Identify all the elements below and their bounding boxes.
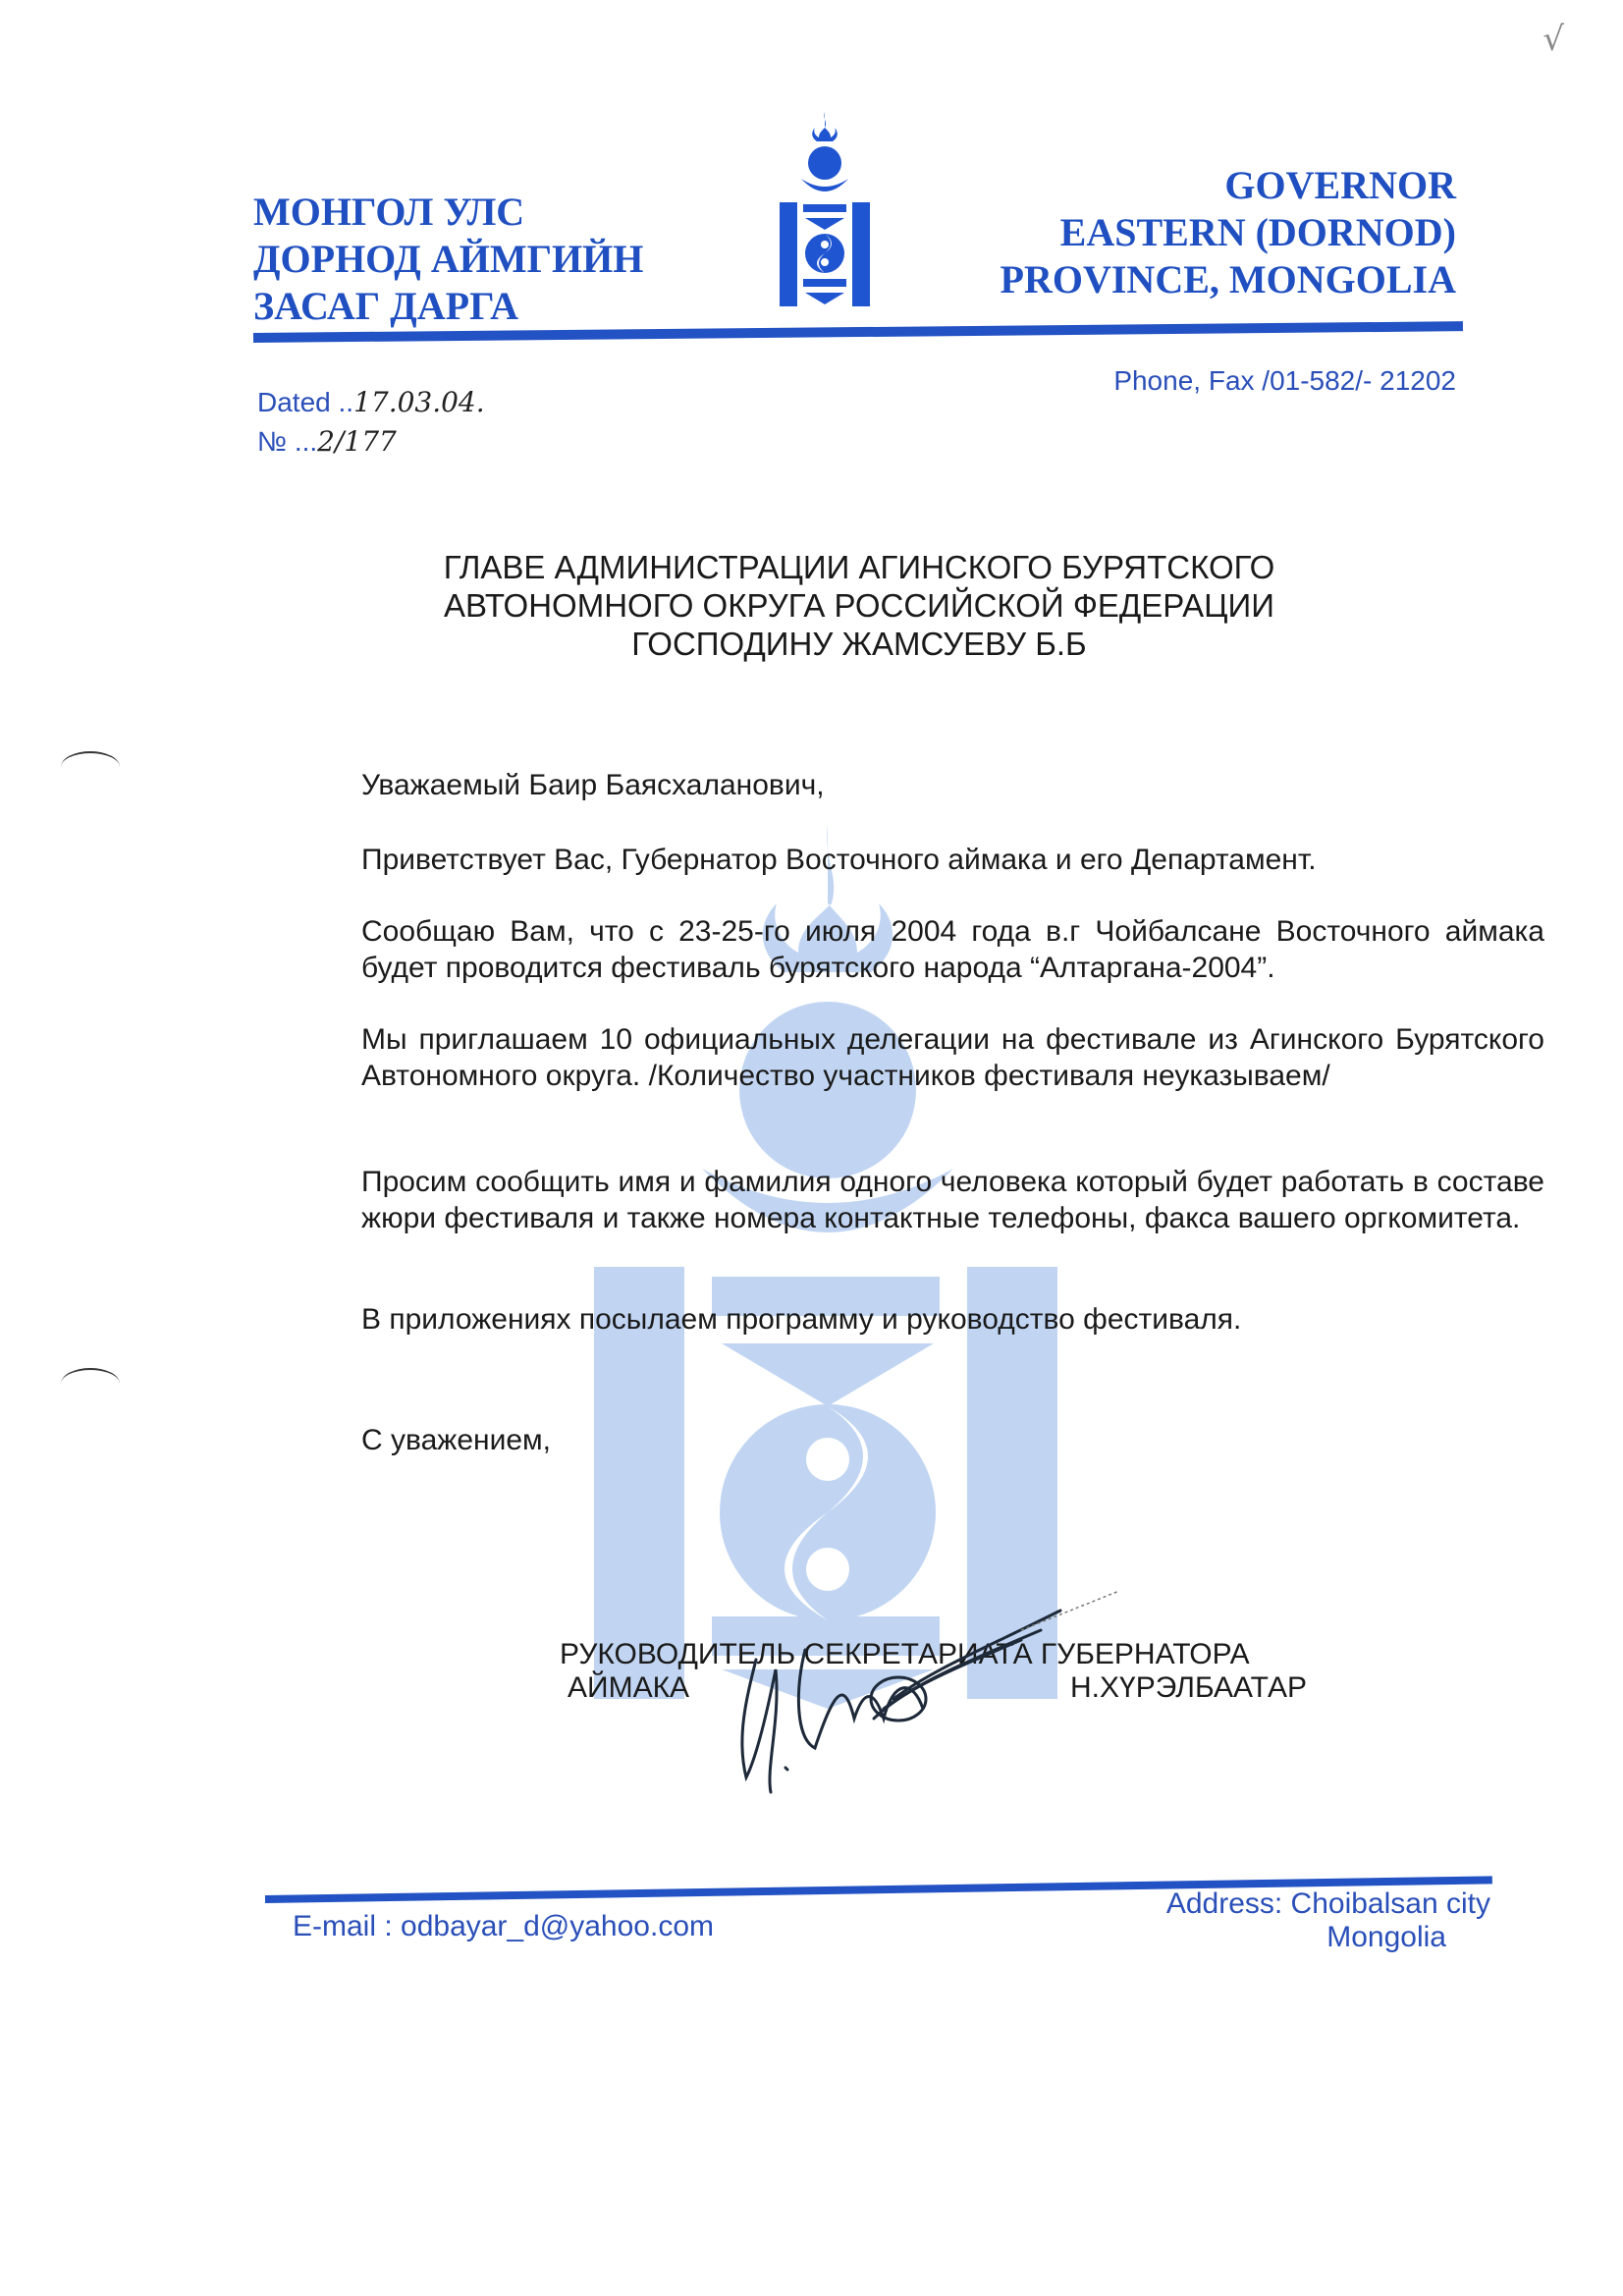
closing: С уважением, bbox=[361, 1424, 552, 1456]
letterhead-right-line: GOVERNOR bbox=[1224, 163, 1456, 207]
paragraph: Сообщаю Вам, что с 23-25-го июля 2004 года в.г Чойбалсане Восточного аймака будет проводится фестиваль бурятского народа “Алтаргана-2004”. bbox=[361, 915, 1544, 984]
signatory-title-cont: АЙМАКА bbox=[568, 1671, 690, 1704]
salutation: Уважаемый Баир Баясхаланович, bbox=[361, 769, 825, 801]
paragraph: В приложениях посылаем программу и руководство фестиваля. bbox=[361, 1303, 1242, 1336]
phone-fax: Phone, Fax /01-582/- 21202 bbox=[1113, 365, 1456, 396]
addressee-line: ГОСПОДИНУ ЖАМСУЕВУ Б.Б bbox=[631, 626, 1087, 662]
footer-email: E-mail : odbayar_d@yahoo.com bbox=[293, 1910, 714, 1942]
number-row bbox=[257, 422, 485, 462]
dated-value: 17.03.04. bbox=[353, 386, 485, 418]
address-line: Address: Choibalsan city bbox=[1165, 1887, 1490, 1920]
letterhead-left-line: ДОРНОД АЙМГИЙН bbox=[253, 237, 644, 281]
letterhead-right-line: PROVINCE, MONGOLIA bbox=[1000, 257, 1456, 301]
document-meta bbox=[257, 383, 485, 462]
scan-mark bbox=[61, 751, 120, 783]
paragraph: Приветствует Вас, Губернатор Восточного аймака и его Департамент. bbox=[361, 844, 1317, 876]
letterhead-left-line: ЗАСАГ ДАРГА bbox=[253, 284, 519, 328]
footer-address bbox=[1166, 1887, 1490, 1954]
signatory-name: Н.ХҮРЭЛБААТАР bbox=[1070, 1671, 1308, 1704]
dated-row bbox=[257, 383, 485, 422]
scan-mark bbox=[61, 1368, 120, 1399]
addressee-line: ГЛАВЕ АДМИНИСТРАЦИИ АГИНСКОГО БУРЯТСКОГО bbox=[443, 549, 1275, 585]
number-label: № ... bbox=[257, 426, 318, 457]
handwritten-signature bbox=[727, 1571, 1198, 1807]
letterhead-english bbox=[1001, 162, 1456, 303]
soyombo-emblem-icon bbox=[776, 108, 874, 314]
paragraph: Мы приглашаем 10 официальных делегации на фестивале из Агинского Бурятского Автономного округа. /Количество участников фестиваля неуказываем/ bbox=[361, 1023, 1544, 1092]
margin-check-mark: √ bbox=[1542, 20, 1564, 59]
addressee-line: АВТОНОМНОГО ОКРУГА РОССИЙСКОЙ ФЕДЕРАЦИИ bbox=[444, 587, 1274, 624]
address-line: Mongolia bbox=[1326, 1921, 1446, 1953]
letterhead-right-line: EASTERN (DORNOD) bbox=[1059, 210, 1456, 254]
letterhead-mongolian bbox=[253, 189, 643, 330]
paragraph: Просим сообщить имя и фамилия одного человека который будет работать в составе жюри фестиваля и также номера контактные телефоны, факса вашего оргкомитета. bbox=[361, 1166, 1544, 1234]
dated-label: Dated .. bbox=[257, 387, 354, 417]
addressee-block bbox=[393, 548, 1325, 663]
letterhead-left-line: МОНГОЛ УЛС bbox=[253, 190, 525, 234]
signatory-title: РУКОВОДИТЕЛЬ СЕКРЕТАРИАТА ГУБЕРНАТОРА bbox=[560, 1638, 1250, 1670]
number-value: 2/177 bbox=[317, 425, 397, 458]
